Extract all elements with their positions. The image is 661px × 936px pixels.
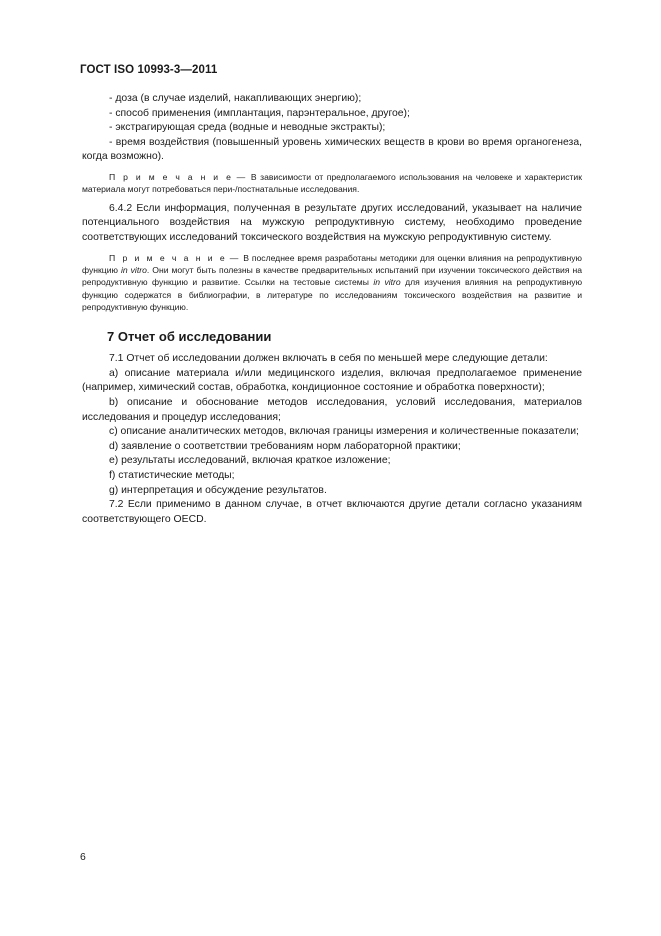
document-header: ГОСТ ISO 10993-3—2011: [80, 64, 218, 76]
list-item: d) заявление о соответствии требованиям норм лабораторной практики;: [109, 440, 461, 452]
note-dash: —: [226, 252, 242, 263]
list-item: e) результаты исследований, включая краткое изложение;: [109, 455, 391, 467]
list-item: b) описание и обоснование методов исследования, условий исследования, материалов исследования и процедур исследования;: [82, 396, 582, 423]
list-item: g) интерпретация и обсуждение результатов.: [109, 484, 327, 496]
paragraph-7-1: 7.1 Отчет об исследовании должен включать в себя по меньшей мере следующие детали:: [109, 353, 548, 365]
section-heading: 7 Отчет об исследовании: [107, 328, 272, 344]
document-body: [82, 92, 582, 527]
list-item: - экстрагирующая среда (водные и неводные экстракты);: [109, 122, 386, 134]
note-italic-term: in vitro: [373, 277, 401, 288]
note-paragraph: [82, 171, 582, 196]
list-item: f) статистические методы;: [109, 469, 235, 481]
note-text: В последнее время разработаны методики для оценки влияния на репродуктивную функцию: [82, 252, 582, 275]
list-item: a) описание материала и/или медицинского изделия, включая предполагаемое применение (например, химический состав, обработка, кондиционное состояние и обработка поверхности);: [82, 367, 582, 394]
list-item: c) описание аналитических методов, включая границы измерения и количественные показатели;: [109, 426, 579, 438]
list-item: - способ применения (имплантация, парэнтеральное, другое);: [109, 107, 410, 119]
list-item: - время воздействия (повышенный уровень химических веществ в крови во время органогенеза, когда возможно).: [82, 136, 582, 163]
note-label: П р и м е ч а н и е: [109, 171, 234, 182]
note-dash: —: [233, 171, 249, 182]
note-label: П р и м е ч а н и е: [109, 252, 227, 263]
note-paragraph: [82, 252, 582, 314]
note-text: . Они могут быть полезны в качестве предварительных испытаний при изучении токсического действия на репродуктивную функцию и развитие. Ссылки на тестовые системы: [82, 264, 582, 288]
list-item: - доза (в случае изделий, накапливающих энергию);: [109, 93, 362, 104]
note-italic-term: in vitro: [120, 264, 147, 275]
paragraph-7-2: 7.2 Если применимо в данном случае, в отчет включаются другие детали согласно указаниям соответствующего OECD.: [82, 499, 582, 525]
note-text: для изучения влияния на репродуктивную функцию содержатся в библиографии, в литературе по исследованиям токсического воздействия на развитие и репродуктивную функцию.: [82, 277, 583, 313]
paragraph-6-4-2: 6.4.2 Если информация, полученная в результате других исследований, указывает на наличие потенциального воздействия на мужскую репродуктивную систему, необходимо проведение соответствующих исследований токсического воздействия на мужскую репродуктивную систему.: [82, 202, 582, 243]
page-number: 6: [80, 852, 86, 863]
note-text: В зависимости от предполагаемого использования на человеке и характеристик материала могут потребоваться пери-/постнатальные исследования.: [82, 171, 582, 195]
